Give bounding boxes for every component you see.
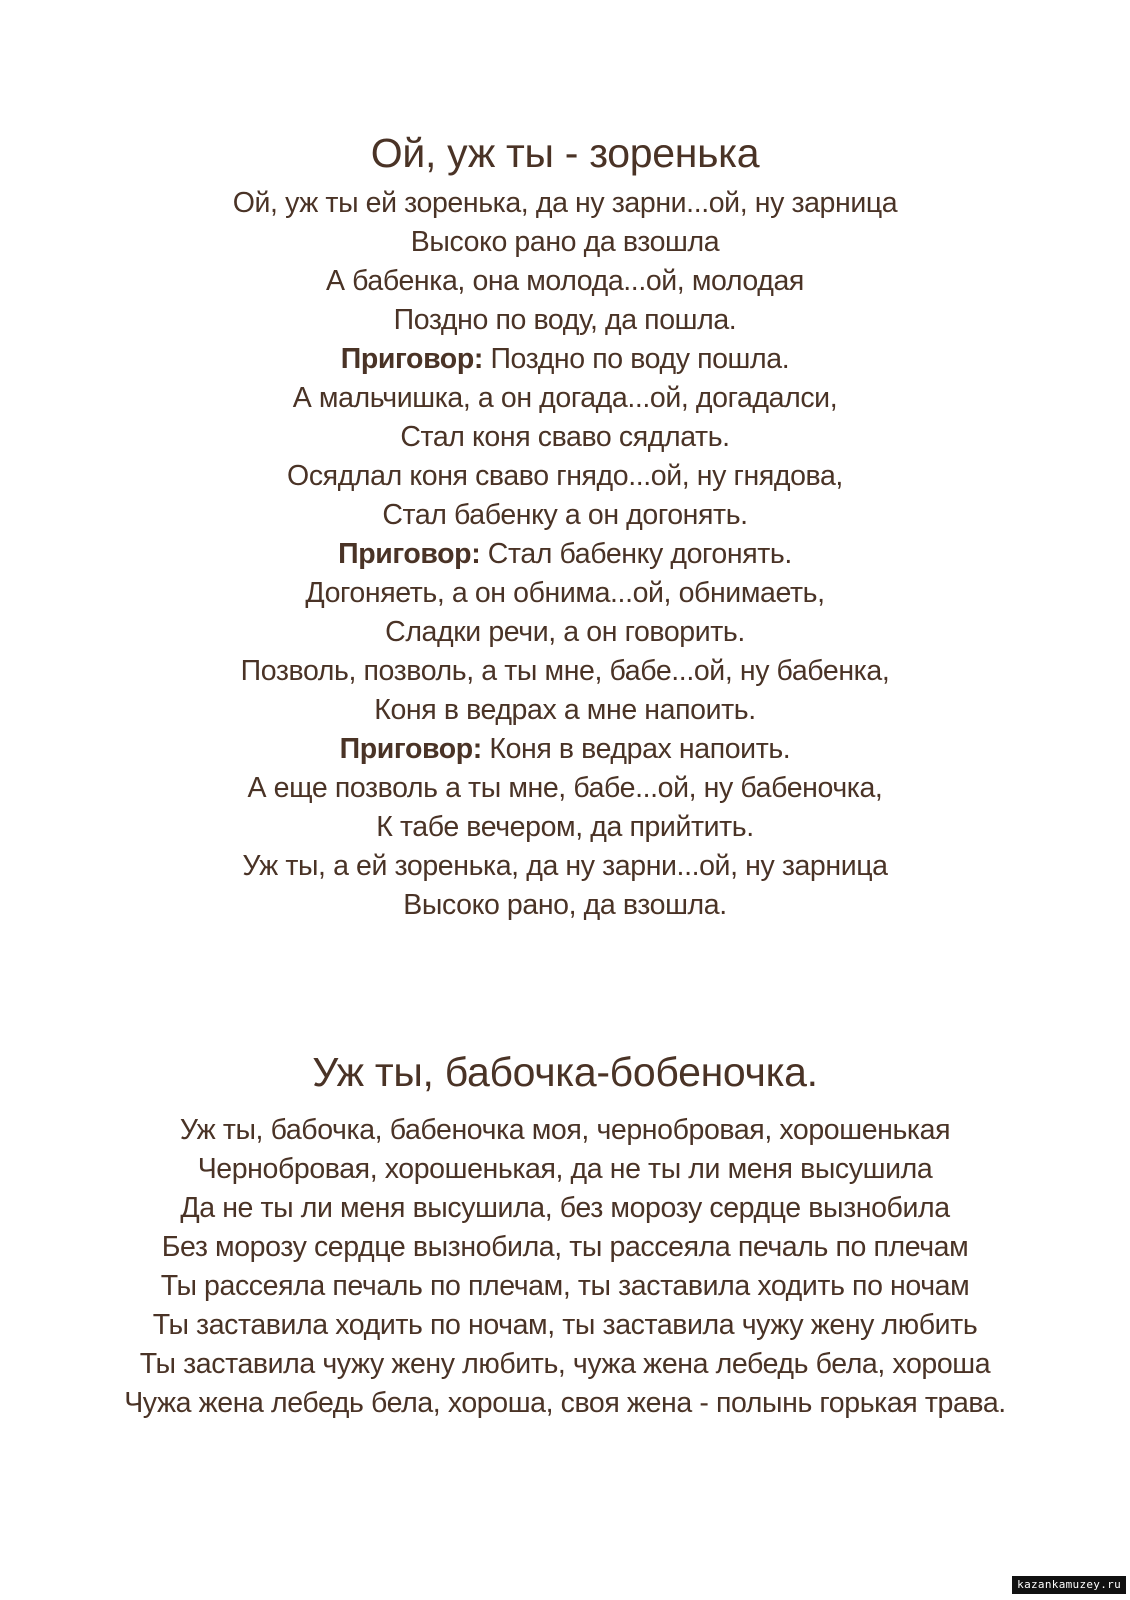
line-text: Без морозу сердце вызнобила, ты рассеяла печаль по плечам — [161, 1231, 969, 1263]
song-line — [0, 340, 1130, 379]
song-line — [0, 574, 1130, 613]
line-text: Догоняеть, а он обнима...ой, обнимаеть, — [305, 577, 825, 609]
line-text: Стал бабенку а он догонять. — [382, 499, 748, 531]
song-title: Ой, уж ты - зоренька — [370, 130, 760, 176]
song-line — [0, 418, 1130, 457]
song-line — [0, 1306, 1130, 1345]
song-title: Уж ты, бабочка-бобеночка. — [312, 1049, 818, 1095]
song-line — [0, 652, 1130, 691]
song-line — [0, 886, 1130, 925]
song-line — [0, 1111, 1130, 1150]
song-line — [0, 1384, 1130, 1423]
line-text: Чернобровая, хорошенькая, да не ты ли меня высушила — [197, 1153, 933, 1185]
song-line — [0, 457, 1130, 496]
song-zorenka — [0, 128, 1130, 925]
song-line — [0, 1189, 1130, 1228]
line-text: Стал бабенку догонять. — [480, 538, 792, 570]
line-text: Позволь, позволь, а ты мне, бабе...ой, ну бабенка, — [240, 655, 890, 687]
song-line — [0, 769, 1130, 808]
song-line — [0, 1345, 1130, 1384]
song-line — [0, 1267, 1130, 1306]
line-text: Поздно по воду, да пошла. — [393, 304, 737, 336]
line-text: К табе вечером, да прийтить. — [376, 811, 754, 843]
line-text: Уж ты, бабочка, бабеночка моя, чернобровая, хорошенькая — [179, 1114, 951, 1146]
line-text: Коня в ведрах напоить. — [481, 733, 791, 765]
song-line — [0, 808, 1130, 847]
song-line — [0, 262, 1130, 301]
line-text: Высоко рано да взошла — [410, 226, 720, 258]
song-line — [0, 379, 1130, 418]
line-text: Стал коня сваво сядлать. — [400, 421, 730, 453]
line-text: Высоко рано, да взошла. — [403, 889, 727, 921]
line-text: Уж ты, а ей зоренька, да ну зарни...ой, ну зарница — [242, 850, 888, 882]
song-line — [0, 184, 1130, 223]
song-line — [0, 1228, 1130, 1267]
line-label: Приговор: — [338, 538, 481, 570]
line-text: А мальчишка, а он догада...ой, догадалси, — [292, 382, 838, 414]
song-line — [0, 535, 1130, 574]
song-line — [0, 223, 1130, 262]
song-babochka — [0, 1047, 1130, 1423]
song-line — [0, 730, 1130, 769]
watermark: kazankamuzey.ru — [1012, 1576, 1126, 1594]
line-text: Чужа жена лебедь бела, хороша, своя жена - полынь горькая трава. — [124, 1387, 1006, 1419]
song-line — [0, 691, 1130, 730]
line-text: Ты рассеяла печаль по плечам, ты заставила ходить по ночам — [160, 1270, 970, 1302]
line-text: Ты заставила чужу жену любить, чужа жена лебедь бела, хороша — [139, 1348, 991, 1380]
line-text: А бабенка, она молода...ой, молодая — [326, 265, 804, 297]
song-line — [0, 1150, 1130, 1189]
song-line — [0, 613, 1130, 652]
song-line — [0, 496, 1130, 535]
line-text: Коня в ведрах а мне напоить. — [374, 694, 756, 726]
line-text: Ой, уж ты ей зоренька, да ну зарни...ой, ну зарница — [232, 187, 898, 219]
line-text: Ты заставила ходить по ночам, ты заставила чужу жену любить — [152, 1309, 978, 1341]
line-text: Сладки речи, а он говорить. — [385, 616, 745, 648]
song-line — [0, 301, 1130, 340]
song-lines — [0, 1111, 1130, 1423]
line-label: Приговор: — [339, 733, 482, 765]
line-text: Осядлал коня сваво гнядо...ой, ну гнядова, — [287, 460, 843, 492]
line-text: Поздно по воду пошла. — [482, 343, 790, 375]
line-text: Да не ты ли меня высушила, без морозу сердце вызнобила — [180, 1192, 950, 1224]
line-label: Приговор: — [340, 343, 483, 375]
line-text: А еще позволь а ты мне, бабе...ой, ну бабеночка, — [247, 772, 883, 804]
song-line — [0, 847, 1130, 886]
song-lines — [0, 184, 1130, 925]
